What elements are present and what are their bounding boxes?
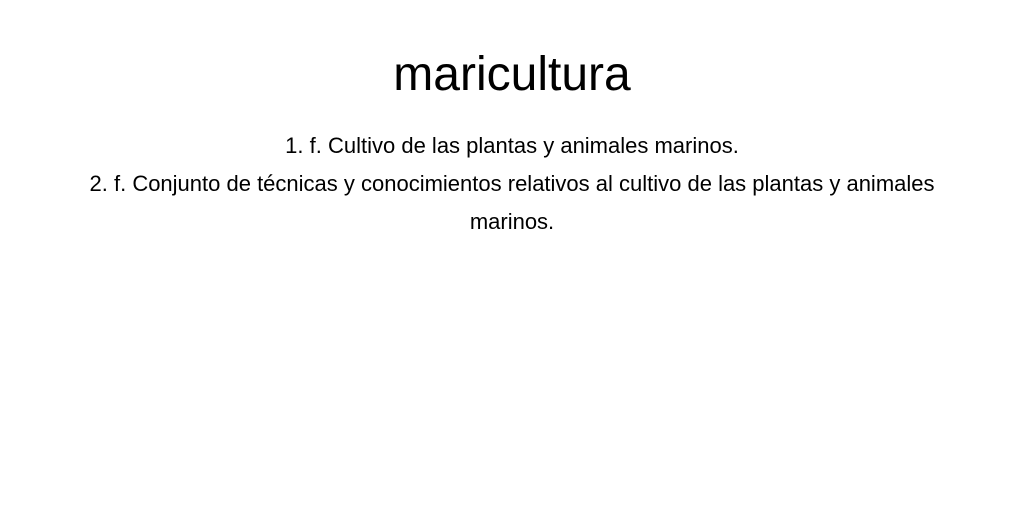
sense-number: 1. <box>285 133 304 158</box>
grammatical-category: f. <box>309 133 322 158</box>
definition-list <box>62 127 962 241</box>
definition-item <box>62 165 962 241</box>
definition-text: Cultivo de las plantas y animales marinos. <box>327 133 739 158</box>
sense-number: 2. <box>89 171 108 196</box>
definition-text: Conjunto de técnicas y conocimientos relativos al cultivo de las plantas y animales marinos. <box>132 171 935 234</box>
grammatical-category: f. <box>113 171 127 196</box>
definition-item <box>62 127 962 165</box>
headword-title: maricultura <box>393 48 631 101</box>
